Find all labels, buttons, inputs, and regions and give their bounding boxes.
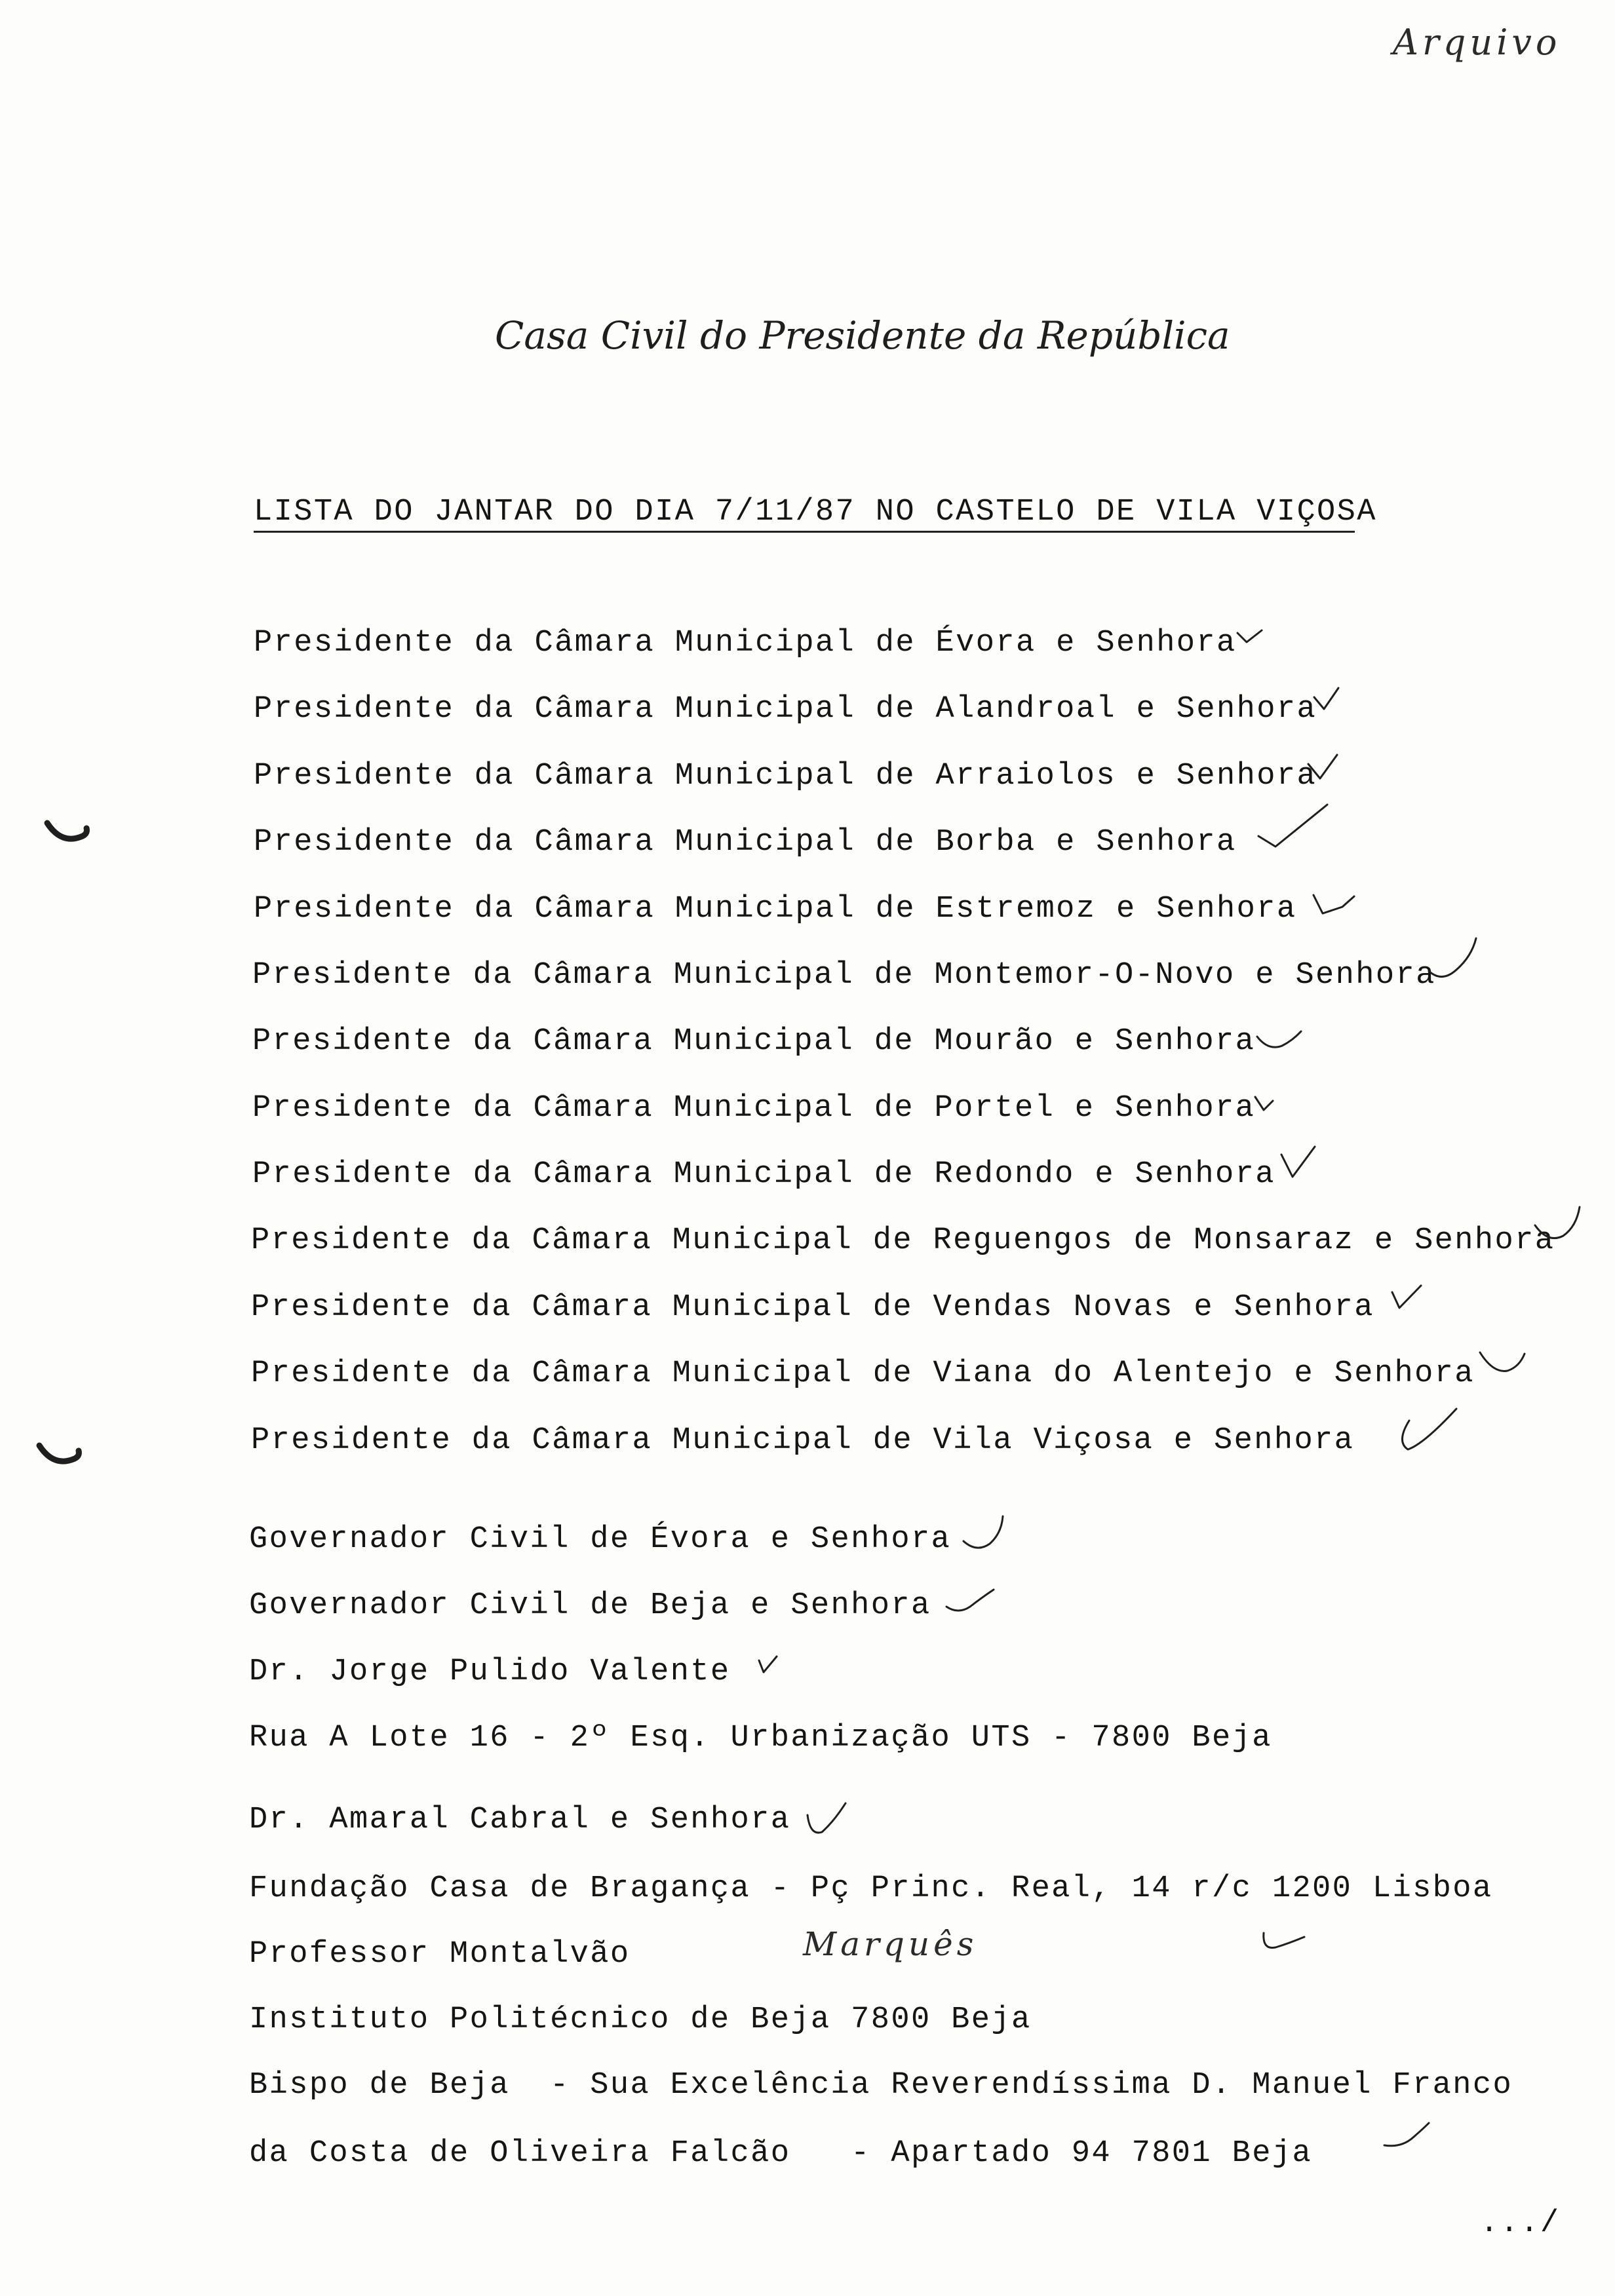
letterhead: Casa Civil do Presidente da República [495, 313, 1230, 358]
list-item: Dr. Amaral Cabral e Senhora [249, 1803, 791, 1837]
list-item: Presidente da Câmara Municipal de Viana do Alentejo e Senhora [251, 1356, 1475, 1391]
list-item: Governador Civil de Beja e Senhora [249, 1588, 931, 1623]
check-mark-icon [946, 1590, 994, 1611]
continuation-mark: .../ [1480, 2206, 1561, 2241]
check-mark-icon [1402, 1409, 1456, 1449]
document-title: LISTA DO JANTAR DO DIA 7/11/87 NO CASTELO DE VILA VIÇOSA [254, 495, 1377, 529]
check-mark-icon [1314, 688, 1338, 709]
check-mark-icon [1535, 1207, 1580, 1238]
check-mark-icon [1384, 2123, 1429, 2146]
list-item: Presidente da Câmara Municipal de Estremoz e Senhora [254, 892, 1297, 927]
list-item: Professor Montalvão [249, 1937, 631, 1972]
list-item: Presidente da Câmara Municipal de Reguengos de Monsaraz e Senhora [251, 1223, 1555, 1258]
handwritten-margin-note: Marquês [803, 1925, 978, 1963]
address-line: Fundação Casa de Bragança - Pç Princ. Real, 14 r/c 1200 Lisboa [249, 1871, 1493, 1906]
check-mark-icon [1313, 895, 1354, 913]
list-item: Bispo de Beja - Sua Excelência Reverendíssima D. Manuel Franco [249, 2068, 1513, 2103]
check-mark-icon [1258, 805, 1327, 847]
check-mark-icon [1429, 938, 1476, 977]
list-item: Presidente da Câmara Municipal de Mourão e Senhora [252, 1024, 1256, 1059]
list-item: Presidente da Câmara Municipal de Vila Viçosa e Senhora [251, 1423, 1355, 1458]
list-item: Presidente da Câmara Municipal de Borba e Senhora [254, 825, 1237, 860]
address-line: Instituto Politécnico de Beja 7800 Beja [249, 2002, 1032, 2037]
check-mark-icon [1281, 1147, 1315, 1177]
list-item: Presidente da Câmara Municipal de Vendas Novas e Senhora [251, 1290, 1374, 1325]
check-mark-icon [963, 1516, 1003, 1548]
check-mark-icon [1257, 1031, 1301, 1047]
check-mark-icon [1255, 1097, 1273, 1110]
list-item: Presidente da Câmara Municipal de Arraiolos e Senhora [254, 759, 1317, 794]
list-item: Presidente da Câmara Municipal de Portel e Senhora [252, 1091, 1256, 1126]
handwritten-archive-note: Arquivo [1393, 22, 1561, 63]
check-mark-icon [759, 1656, 777, 1672]
list-item: Governador Civil de Évora e Senhora [249, 1522, 952, 1557]
check-mark-icon [1392, 1286, 1421, 1308]
check-mark-icon [1480, 1352, 1525, 1371]
list-item: Presidente da Câmara Municipal de Montemor-O-Novo e Senhora [252, 958, 1436, 993]
list-item: Presidente da Câmara Municipal de Redondo e Senhora [252, 1157, 1275, 1192]
list-item: Dr. Jorge Pulido Valente [249, 1655, 731, 1689]
address-line: da Costa de Oliveira Falcão - Apartado 94 7801 Beja [249, 2136, 1313, 2171]
margin-mark-icon [47, 823, 87, 839]
margin-mark-icon [39, 1445, 79, 1461]
check-mark-icon [1237, 630, 1262, 642]
check-mark-icon [1264, 1933, 1304, 1948]
address-line: Rua A Lote 16 - 2º Esq. Urbanização UTS - 7800 Beja [249, 1721, 1272, 1755]
list-item: Presidente da Câmara Municipal de Alandroal e Senhora [254, 692, 1317, 727]
list-item: Presidente da Câmara Municipal de Évora e Senhora [254, 626, 1237, 660]
check-mark-icon [1308, 755, 1337, 778]
check-mark-icon [808, 1803, 846, 1833]
